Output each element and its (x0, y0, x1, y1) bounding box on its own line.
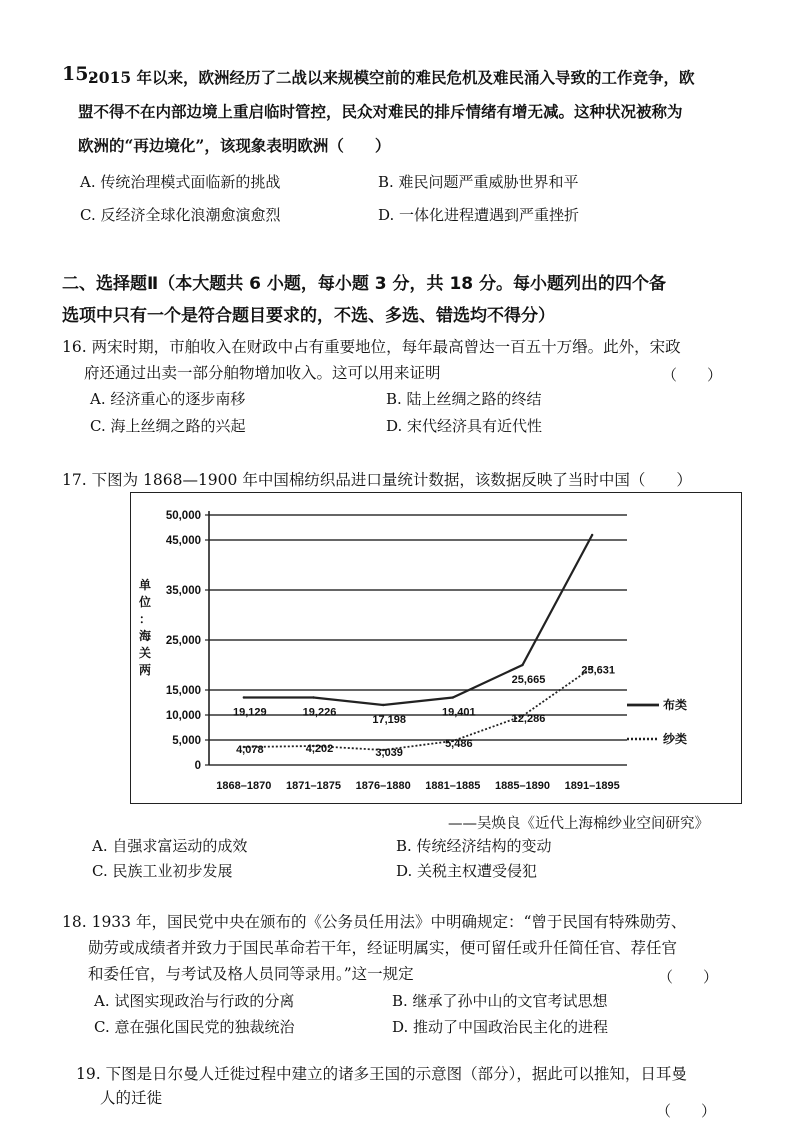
y-tick-label: 45,000 (165, 535, 201, 547)
data-label: 25,631 (581, 664, 615, 677)
q16-option-c: C. 海上丝绸之路的兴起 (90, 417, 246, 435)
q16-option-b: B. 陆上丝绸之路的终结 (386, 390, 542, 408)
data-label: 25,665 (511, 674, 546, 686)
data-point (521, 664, 523, 666)
legend-label: 布类 (663, 698, 688, 712)
q15-number: 15. (62, 63, 96, 85)
x-tick-label: 1881–1885 (425, 780, 481, 792)
data-point (452, 696, 454, 698)
q15-option-d: D. 一体化进程遭遇到严重挫折 (378, 206, 580, 224)
chart-svg (131, 493, 743, 805)
legend-label: 纱类 (663, 732, 688, 746)
q17-option-b: B. 传统经济结构的变动 (396, 837, 552, 855)
q18-stem-line1: 18. 1933 年，国民党中央在颁布的《公务员任用法》中明确规定：“曾于民国有特殊勋劳、 (62, 913, 687, 931)
data-label: 19,226 (302, 706, 337, 719)
q18-option-c: C. 意在强化国民党的独裁统治 (94, 1018, 295, 1036)
y-tick-label: 35,000 (165, 585, 201, 597)
y-tick-label: 0 (194, 760, 201, 772)
q16-answer-paren: （ ） (662, 366, 723, 384)
y-label-char: 两 (138, 663, 152, 677)
q19-stem-line2: 人的迁徙 (100, 1089, 163, 1107)
data-point (243, 696, 245, 698)
q15-stem-line2: 盟不得不在内部边境上重启临时管控，民众对难民的排斥情绪有增无减。这种状况被称为 (78, 102, 683, 121)
y-tick-label: 15,000 (165, 685, 201, 697)
q17-option-c: C. 民族工业初步发展 (92, 862, 233, 880)
q16-option-d: D. 宋代经济具有近代性 (386, 417, 543, 435)
y-label-char: 位 (138, 595, 152, 609)
import-chart (130, 492, 742, 804)
data-label: 17,198 (372, 714, 406, 726)
q15-option-c: C. 反经济全球化浪潮愈演愈烈 (80, 206, 281, 224)
q18-answer-paren: （ ） (658, 968, 719, 986)
data-label: 4,078 (236, 744, 264, 756)
x-tick-label: 1868–1870 (216, 780, 272, 792)
data-point (591, 534, 593, 536)
data-label: 19,401 (442, 706, 476, 719)
q18-option-b: B. 继承了孙中山的文官考试思想 (392, 992, 608, 1010)
q17-option-d: D. 关税主权遭受侵犯 (396, 862, 538, 880)
chart-legend (627, 697, 687, 746)
q15-stem-line1: 2015 年以来，欧洲经历了二战以来规模空前的难民危机及难民涌入导致的工作竞争，欧 (88, 68, 695, 87)
x-tick-label: 1871–1875 (285, 780, 342, 792)
y-label-char: 单 (138, 578, 152, 592)
y-tick-label: 10,000 (165, 710, 201, 722)
chart-x-axis (216, 780, 619, 792)
y-tick-label: 25,000 (165, 635, 201, 647)
q18-option-a: A. 试图实现政治与行政的分离 (94, 992, 295, 1010)
data-label: 12,286 (511, 713, 546, 725)
y-label-char: 关 (138, 646, 152, 660)
x-tick-label: 1885–1890 (494, 780, 551, 792)
q18-option-d: D. 推动了中国政治民主化的进程 (392, 1018, 609, 1036)
chart-grid (209, 515, 627, 765)
q15-option-a: A. 传统治理模式面临新的挑战 (80, 173, 281, 191)
data-label: 5,486 (445, 738, 473, 750)
y-tick-label: 5,000 (172, 735, 201, 747)
chart-y-axis (166, 510, 209, 772)
data-label: 19,129 (233, 706, 267, 719)
q19-stem-line1: 19. 下图是日尔曼人迁徙过程中建立的诸多王国的示意图（部分），据此可以推知，日耳曼 (76, 1065, 687, 1083)
data-point (382, 704, 384, 706)
q16-stem-line2: 府还通过出卖一部分舶物增加收入。这可以用来证明 (84, 364, 441, 382)
y-label-char: 海 (138, 629, 152, 643)
q17-option-a: A. 自强求富运动的成效 (92, 837, 248, 855)
q17-stem: 17. 下图为 1868—1900 年中国棉纺织品进口量统计数据，该数据反映了当时中国（ ） (62, 471, 692, 489)
q18-stem-line3: 和委任官，与考试及格人员同等录用。”这一规定 (88, 965, 414, 983)
q15-option-b: B. 难民问题严重威胁世界和平 (378, 173, 579, 191)
q19-answer-paren: （ ） (656, 1102, 717, 1120)
y-label-char: ： (138, 612, 152, 626)
x-tick-label: 1891–1895 (564, 780, 620, 792)
section-2-line2: 选项中只有一个是符合题目要求的，不选、多选、错选均不得分） (62, 306, 555, 326)
y-tick-label: 50,000 (165, 510, 201, 522)
x-tick-label: 1876–1880 (355, 780, 411, 792)
q16-option-a: A. 经济重心的逐步南移 (90, 390, 246, 408)
chart-source: ——吴焕良《近代上海棉纱业空间研究》 (448, 816, 709, 832)
q18-stem-line2: 勋劳或成绩者并致力于国民革命若干年，经证明属实，便可留任或升任简任官、荐任官 (88, 939, 678, 957)
data-point (312, 696, 314, 698)
data-label: 3,039 (375, 747, 403, 759)
q15-stem-line3: 欧洲的“再边境化”，该现象表明欧洲（ ） (78, 136, 391, 155)
chart-y-label (138, 577, 152, 677)
section-2-line1: 二、选择题Ⅱ（本大题共 6 小题，每小题 3 分，共 18 分。每小题列出的四个备 (62, 274, 667, 294)
q16-stem-line1: 16. 两宋时期，市舶收入在财政中占有重要地位，每年最高曾达一百五十万缗。此外，宋政 (62, 338, 681, 356)
data-label: 4,202 (305, 743, 334, 755)
